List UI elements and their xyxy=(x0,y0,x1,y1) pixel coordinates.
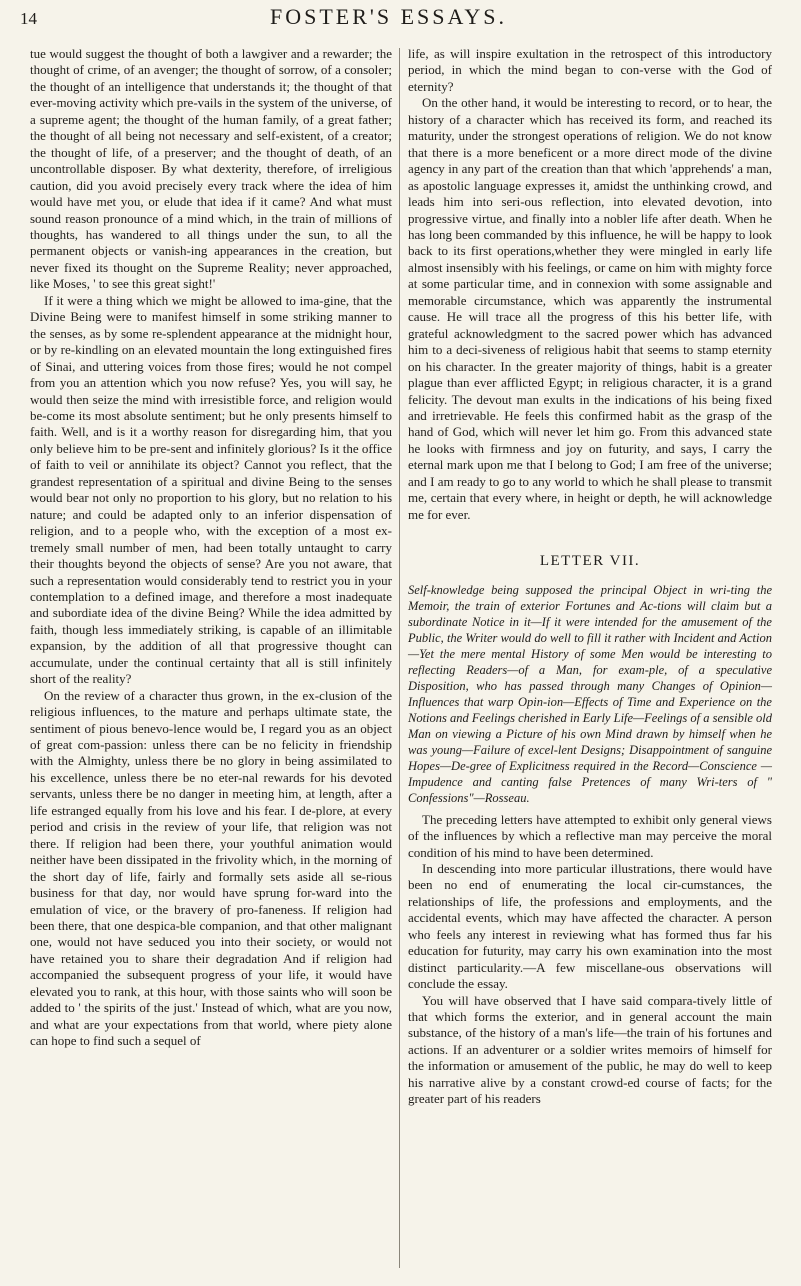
paragraph: You will have observed that I have said compara-tively little of that which forms the exterior, and in general account the main substance, of the history of a man's life—the train of his fortunes and actions. If an adventurer or a soldier writes memoirs of himself for the information or amusement of the public, he may do well to keep his narrative alive by a constant crowd-ed course of facts; for the greater part of his readers xyxy=(408,992,772,1107)
right-column xyxy=(408,46,772,1108)
paragraph: tue would suggest the thought of both a lawgiver and a rewarder; the thought of crime, of an avenger; the thought of sorrow, of a consoler; the thought of an intelligence that understands it; the thought of that ever-moving activity which pre-vails in the system of the universe, of a supreme agent; the thought of the human family, of a great father; the thought of all being not necessary and self-existent, of a creator; the thought of life, of a preserver; and the thought of death, of an uncontrollable disposer. By what dexterity, therefore, of irreligious caution, did you avoid precisely every track where the idea of him would have met you, or elude that idea if it came? And what must sound reason pronounce of a mind which, in the train of millions of thoughts, has wandered to all things under the sun, to all the permanent objects or vanish-ing appearances in the creation, but never fixed its thought on the Supreme Reality; never approached, like Moses, ' to see this great sight!' xyxy=(30,46,392,292)
paragraph: On the other hand, it would be interesting to record, or to hear, the history of a character which has received its form, and reached its maturity, under the strongest operations of religion. We do not know that there is a more beneficent or a more direct mode of the divine agency in any part of the creation than that which 'apprehends' a man, as apostolic language expresses it, amidst the unthinking crowd, and leads him into seri-ous reflection, into elevated devotion, into progressive virtue, and finally into a nobler life after death. When he has long been commanded by this influence, he will be happy to look back to its first operations,whether they were mingled in early life almost insensibly with his feelings, or came on him with mighty force at some particular time, and in connexion with some assignable and memorable circumstance, which was apparently the instrumental cause. He will trace all the progress of this his better life, with grateful acknowledgment to the sacred power which has advanced him to a deci-siveness of religious habit that seems to stamp eternity on his character. In the greater majority of things, habit is a greater plague than ever afflicted Egypt; in religious character, it is a grand felicity. The devout man exults in the indications of his being fixed and irretrievable. He feels this confirmed habit as the grasp of the hand of God, which will never let him go. From this advanced state he looks with firmness and joy on futurity, and says, I carry the eternal mark upon me that I belong to God; I am free of the universe; and I am ready to go to any world to which he shall please to transmit me, certain that every where, in height or depth, he will acknowledge me for ever. xyxy=(408,95,772,522)
paragraph: life, as will inspire exultation in the retrospect of this introductory period, in which the mind began to con-verse with the God of eternity? xyxy=(408,46,772,94)
running-title: FOSTER'S ESSAYS. xyxy=(269,4,507,29)
column-divider xyxy=(399,48,400,1268)
letter-summary: Self-knowledge being supposed the principal Object in wri-ting the Memoir, the train of exterior Fortunes and Ac-tions will claim but a subordinate Notice in it—If it were intended for the amusement of the Public, the Writer would do well to fill it rather with Incident and Action —Yet the mere mental History of some Men would be interesting to reflecting Readers—of a Man, for exam-ple, of a speculative Disposition, who has passed through many Changes of Opinion—Influences that warp Opin-ion—Effects of Time and Experience on the Notions and Feelings cherished in Early Life—Feelings of a sensible old Man on viewing a Picture of his own Mind drawn by himself when he was young—Failure of excel-lent Designs; Disappointment of sanguine Hopes—De-gree of Explicitness required in the Record—Conscience —Impudence and canting false Pretences of many Wri-ters of " Confessions"—Rosseau. xyxy=(408,582,772,805)
page-number: 14 xyxy=(20,9,37,28)
paragraph: In descending into more particular illustrations, there would have been no end of enumerating the local cir-cumstances, the relationships of life, the professions and employments, and the accidental events, which may have affected the character. A person who feels any interest in reviewing what has formed thus far his education for futurity, may carry his own examination into the most distinct particularity.—A few miscellane-ous observations will conclude the essay. xyxy=(408,860,772,992)
paragraph: The preceding letters have attempted to exhibit only general views of the influences by which a reflective man may perceive the moral condition of his mind to have been determined. xyxy=(408,811,772,860)
paragraph: On the review of a character thus grown, in the ex-clusion of the religious influences, to the mature and perhaps ultimate state, the sentiment of pious benevo-lence would be, I regard you as an object of great com-passion: unless there can be no felicity in friendship with the Almighty, unless there be no glory in being assimilated to his excellence, unless there be no eter-nal rewards for his devoted servants, unless there be no danger in meeting him, at length, after a life estranged equally from his love and his fear. I de-plore, at every period and crisis in the review of your life, that religion was not there. If religion had been there, your youthful animation would neither have been dissipated in the frivolity which, in the morning of the short day of life, fairly and formally sets aside all se-rious business for that day, nor would have sprung for-ward into the emulation of vice, or the bravery of pro-faneness. If religion had been there, that one despica-ble companion, and that other malignant one, would not have seduced you into their society, or would not have retained you to share their degradation And if religion had accompanied the subsequent progress of your life, it would have elevated you to rank, at this hour, with those saints who will soon be added to ' the spirits of the just.' Instead of which, what are you now, and what are your expectations from that world, where piety alone can hope to find such a sequel of xyxy=(30,687,392,1049)
page-header xyxy=(18,4,777,34)
paragraph: If it were a thing which we might be allowed to ima-gine, that the Divine Being were to manifest himself in some striking manner to the senses, as by some re-splendent appearance at the midnight hour, or by re-kindling on an elevated mountain the long extinguished fires of Sinai, and uttering voices from those fires; would he not compel from you an attention which you now refuse? Yes, you will say, he would then seize the mind with irresistible force, and religion would be-come its most absolute sentiment; but he only presents himself to faith. Well, and is it a worthy reason for disregarding him, that you only believe him to be pre-sent and infinitely glorious? Is it the office of faith to veil or annihilate its object? Cannot you reflect, that the grandest representation of a spiritual and divine Being to the senses would bear not only no proportion to his glory, but no relation to his nature; and could be adapted only to an inferior dispensation of religion, and to a people who, with the exception of a most ex-tremely small number of men, had been totally untaught to carry their thoughts beyond the objects of sense? Are you not aware, that such a representation would considerably tend to restrict you in your contemplation to a defined image, and therefore a most inadequate and subordiate idea of the divine Being? While the idea admitted by faith, though less immediately striking, is capable of an illimitable expansion, by the addition of all that progressive thought can accumulate, under the continual certainty that all is still infinitely short of the reality? xyxy=(30,292,392,687)
left-column xyxy=(30,46,392,1050)
letter-heading: LETTER VII. xyxy=(539,553,641,570)
